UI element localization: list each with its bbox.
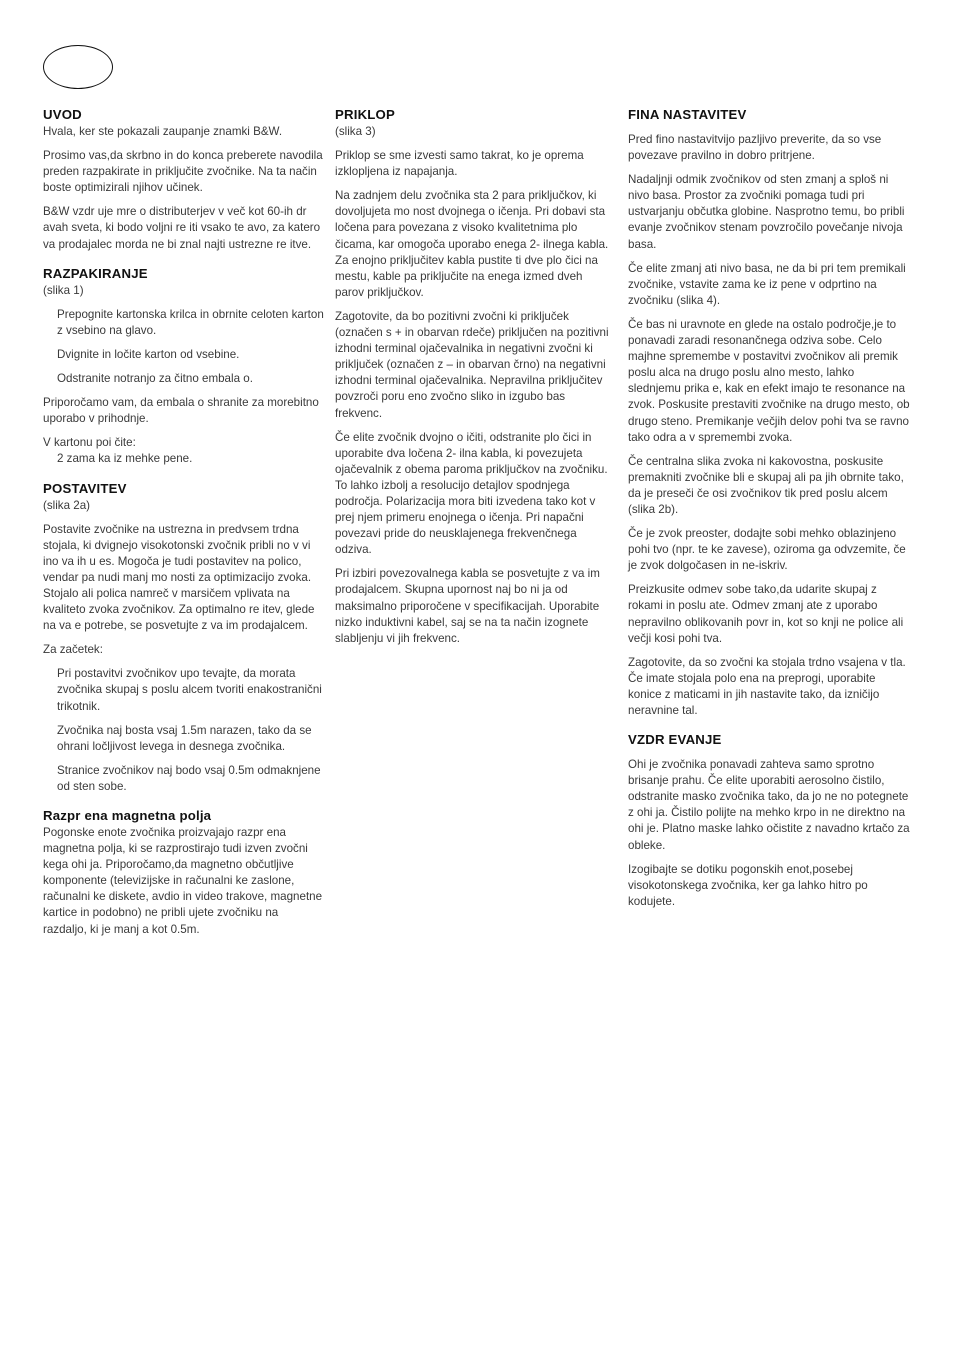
- section-razpakiranje: [43, 265, 325, 468]
- paragraph: Priklop se sme izvesti samo takrat, ko je oprema izklopljena iz napajanja.: [335, 149, 584, 179]
- heading-fina-nastavitev: FINA NASTAVITEV: [628, 107, 747, 122]
- step-item: Odstranite notranjo za čitno embala o.: [57, 372, 253, 386]
- step-item: Prepognite kartonska krilca in obrnite celoten karton z vsebino na glavo.: [57, 307, 324, 337]
- language-badge-oval: [43, 45, 113, 89]
- section-postavitev: [43, 480, 325, 796]
- heading-priklop: PRIKLOP: [335, 107, 396, 122]
- paragraph: Zagotovite, da bo pozitivni zvočni ki priključek (označen s + in obarvan rdeče) priključen na pozitivni izhodni terminal ojačevalnika in negativni zvočni ki priključek (označen z – in obarvan črno) na negativni izhodni terminal ojačevalnika. Nepravilna priključitev povzroči poru eno zvočno sliko in izgubo bas frekvenc.: [335, 309, 609, 420]
- figure-reference: (slika 3): [335, 125, 376, 138]
- paragraph: Ohi je zvočnika ponavadi zahteva samo sprotno brisanje prahu. Če elite uporabiti aerosolno čistilo, odstranite masko zvočnika tako, da jo ne no potegnete z ohi ja. Čistilo polijte na mehko krpo in ne direktno na ohi je. Platno maske lahko očistite z navadno krtačo za obleke.: [628, 758, 910, 852]
- column-right: [628, 106, 910, 918]
- paragraph: Če elite zvočnik dvojno o ičiti, odstranite plo čici in uporabite dva ločena 2- ilna kabla, ki povezujeta ojačevalnik z obema paroma priključkov na zvočniku. To lahko izbolj a resolucijo detajlov spodnjega področja. Polarizacija mora biti izvedena tako kot v prej njem primeru enojnega o ičenja. Pri napačni povezavi pride do neusklajenega frekvenčnega odziva.: [335, 430, 608, 557]
- figure-reference: (slika 1): [43, 283, 84, 297]
- paragraph: Prosimo vas,da skrbno in do konca preberete navodila preden razpakirate in priključite zvočnike. Na ta način boste optimizirali njihov učinek.: [43, 149, 323, 195]
- section-uvod: [43, 106, 325, 253]
- heading-postavitev: POSTAVITEV: [43, 480, 127, 496]
- paragraph: Pred fino nastavitvijo pazljivo preverite, da so vse povezave pravilno in dobro pritrjene.: [628, 133, 882, 163]
- paragraph: Preizkusite odmev sobe tako,da udarite skupaj z rokami in poslu ate. Odmev zmanj ate z uporabo nepravilno oblikovanih povr in, kot so knji ne police ali večji kosi pohi tva.: [628, 583, 904, 645]
- section-vzdrzevanje: [628, 731, 910, 910]
- step-item: Zvočnika naj bosta vsaj 1.5m narazen, tako da se ohrani ločljivost levega in desnega zvočnika.: [57, 723, 312, 753]
- section-fina-nastavitev: [628, 106, 910, 719]
- paragraph: Če bas ni uravnote en glede na ostalo področje,je to ponavadi zaradi resonančnega odziva sobe. Celo majhne spremembe v postavitvi zvočnikov ali premik poslu alca na drugo poslu alno mesto, lahko slednjemu prika e, kak en efekt imajo te resonance na zvok. Poskusite prestaviti zvočnike na drugo mesto, ob drugo steno. Premikanje večjih delov pohi tva se ravno tako odra a v spremembi zvoka.: [628, 317, 910, 444]
- step-item: Pri postavitvi zvočnikov upo tevajte, da morata zvočnika skupaj s poslu alcem tvoriti enakostranični trikotnik.: [57, 667, 322, 713]
- figure-reference: (slika 2a): [43, 498, 91, 512]
- paragraph: Zagotovite, da so zvočni ka stojala trdno vsajena v tla. Če imate stojala polo ena na preprogi, uporabite konice z maticami in jih nastavite tako, da izničijo neravnine tal.: [628, 655, 906, 717]
- heading-uvod: UVOD: [43, 107, 82, 122]
- paragraph: Če centralna slika zvoka ni kakovostna, poskusite premakniti zvočnike bli e skupaj ali pa jih obrnite tako, da je preseči če osi zvočnikov tik pred poslu alcem (slika 2b).: [628, 454, 904, 516]
- heading-razpakiranje: RAZPAKIRANJE: [43, 265, 148, 281]
- paragraph: Če je zvok preoster, dodajte sobi mehko oblazinjeno pohi tvo (npr. te ke zavese), oziroma ga odvzemite, če je zvok dolgočasen in ne-iskriv.: [628, 527, 906, 573]
- step-item: Stranice zvočnikov naj bodo vsaj 0.5m odmaknjene od sten sobe.: [57, 763, 321, 793]
- paragraph: Za začetek:: [43, 643, 103, 657]
- paragraph: Pri izbiri povezovalnega kabla se posvetujte z va im prodajalcem. Skupna upornost naj bo ni ja od maksimalno priporočene v specifikacijah. Uporabite nizko induktivni kabel, saj se na ta način izognete slabljenju vi jih frekvenc.: [335, 567, 600, 645]
- paragraph: Priporočamo vam, da embala o shranite za morebitno uporabo v prihodnje.: [43, 396, 319, 426]
- paragraph: B&W vzdr uje mre o distributerjev v več kot 60-ih dr avah sveta, ki bodo voljni re iti vsako te avo, za katero va prodajalec morda ne bi znal najti ustrezne re itve.: [43, 205, 321, 251]
- section-magnetna-polja: [43, 807, 325, 938]
- column-left: [43, 106, 325, 946]
- paragraph: Na zadnjem delu zvočnika sta 2 para priključkov, ki dovoljujeta mo nost dvojnega o ičenja. Pri dobavi sta ločena para povezana z visoko kvalitetnima plo čicama, kar omogoča uporabo enega 2- ilnega kabla. Za enojno priključitev kabla pustite ti dve plo čici na mestu, kable pa priključite na enega izmed dveh parov priključkov.: [335, 189, 609, 299]
- paragraph: Če elite zmanj ati nivo basa, ne da bi pri tem premikali zvočnike, vstavite zama ke iz pene v odprtino na zvočniku (slika 4).: [628, 261, 906, 307]
- paragraph: Postavite zvočnike na ustrezna in predvsem trdna stojala, ki dvignejo visokotonski zvočnik pribli no v vi ino va ih u es. Mogoča je tudi postavitev na polico, vendar pa nudi manj mo nosti za optimizacijo zvoka. Stojalo ali polica namreč v marsičem vplivata na kvaliteto zvoka zvočnikov. Za optimalno re itev, glede na va e potrebe, se posvetujte z va im prodajalcem.: [43, 522, 315, 633]
- heading-magnetna-polja: Razpr ena magnetna polja: [43, 808, 212, 823]
- step-item: 2 zama ka iz mehke pene.: [57, 452, 193, 466]
- paragraph: Izogibajte se dotiku pogonskih enot,posebej visokotonskega zvočnika, ker ga lahko hitro po kodujete.: [628, 862, 868, 908]
- paragraph: V kartonu poi čite:: [43, 436, 136, 450]
- paragraph: Nadaljnji odmik zvočnikov od sten zmanj a sploš ni nivo basa. Prostor za zvočniki pomaga tudi pri ustvarjanju občutka globine. Nasprotno temu, bo pribli evanje zvočnikov stenam povzročilo povečanje nivoja basa.: [628, 173, 905, 251]
- heading-vzdrzevanje: VZDR EVANJE: [628, 732, 722, 748]
- section-priklop: [335, 106, 613, 647]
- paragraph: Pogonske enote zvočnika proizvajajo razpr ena magnetna polja, ki se razprostirajo tudi izven zvočni kega ohi ja. Priporočamo,da magnetno občutljive komponente (televizijske in računalni ke zaslone, računalni ke diskete, avdio in video trakove, magnetne kartice in podobno) ne pribli ujete zvočniku na razdaljo, ki je manj a kot 0.5m.: [43, 826, 323, 936]
- paragraph: Hvala, ker ste pokazali zaupanje znamki B&W.: [43, 125, 283, 138]
- column-middle: [335, 106, 613, 655]
- step-item: Dvignite in ločite karton od vsebine.: [57, 347, 240, 361]
